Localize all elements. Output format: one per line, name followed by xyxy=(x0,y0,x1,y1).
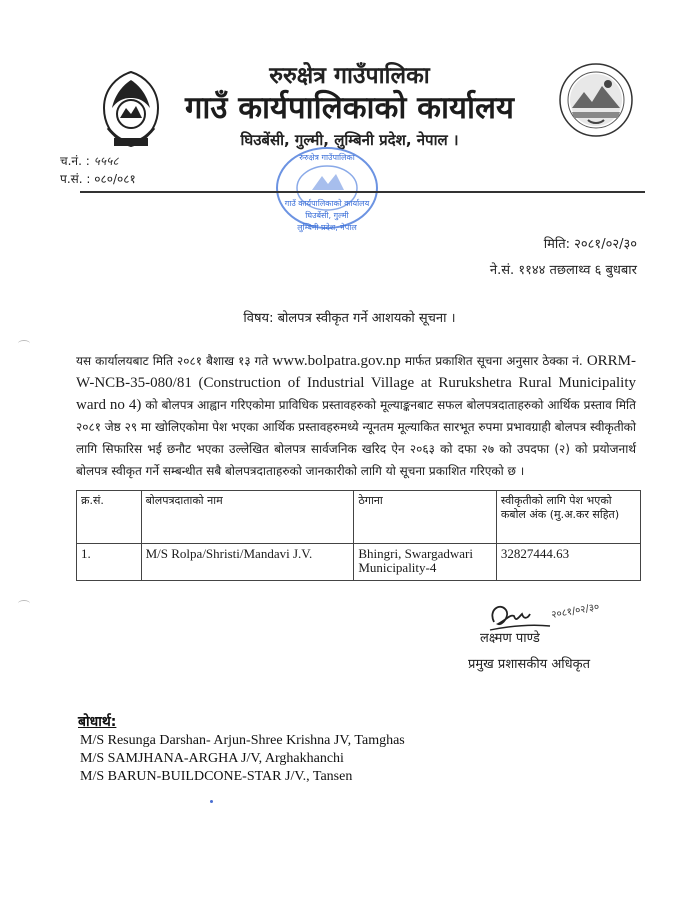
stamp-line-2: गाउँ कार्यपालिकाको कार्यालय xyxy=(284,199,370,208)
date-miti: मिति: २०८१/०२/३० xyxy=(543,237,637,252)
punch-mark xyxy=(18,600,30,607)
cha-no-label: च.नं. : xyxy=(60,154,90,168)
header-serial: क्र.सं. xyxy=(77,491,142,544)
pa-sa-value: ०८०/०८१ xyxy=(94,172,136,186)
signer-name: लक्ष्मण पाण्डे xyxy=(480,631,540,646)
stamp-line-3: घिउबेंसी, गुल्मी xyxy=(305,211,349,220)
table-row xyxy=(77,544,641,581)
bidder-table xyxy=(76,490,641,581)
stamp-line-4: लुम्बिनी प्रदेश, नेपाल xyxy=(297,223,357,232)
municipality-name: रुरुक्षेत्र गाउँपालिका xyxy=(269,63,430,89)
cell-bid-amount: 32827444.63 xyxy=(496,544,640,581)
signature-date: २०८१/०२/३० xyxy=(550,601,601,621)
cell-address: Bhingri, Swargadwari Municipality-4 xyxy=(354,544,496,581)
punch-mark xyxy=(18,340,30,347)
contract-identifier: ORRM-W-NCB-35-080/81 (Construction of Industrial Village at Rurukshetra Rural Municipality ward no 4) xyxy=(76,353,636,413)
header-address: ठेगाना xyxy=(354,491,496,544)
list-item: M/S BARUN-BUILDCONE-STAR J/V., Tansen xyxy=(80,769,353,784)
list-item: M/S SAMJHANA-ARGHA J/V, Arghakhanchi xyxy=(80,751,344,766)
body-part-1: यस कार्यालयबाट मिति २०८१ बैशाख १३ गते xyxy=(76,354,273,368)
letter-subject: विषय: बोलपत्र स्वीकृत गर्ने आशयको सूचना । xyxy=(243,311,456,326)
reference-block xyxy=(60,152,136,188)
list-item: M/S Resunga Darshan- Arjun-Shree Krishna JV, Tamghas xyxy=(80,733,405,748)
stamp-line-1: रुरुक्षेत्र गाउँपालिका xyxy=(299,153,355,162)
date-nepal-sambat: ने.सं. ११४४ तछलाथ्व ६ बुधबार xyxy=(489,263,637,278)
signer-title: प्रमुख प्रशासकीय अधिकृत xyxy=(468,657,591,672)
header-bidder-name: बोलपत्रदाताको नाम xyxy=(141,491,354,544)
cc-heading: बोधार्थ: xyxy=(78,714,117,730)
notice-body xyxy=(76,350,636,482)
header-divider xyxy=(80,191,645,193)
official-stamp xyxy=(272,140,382,240)
cell-bidder-name: M/S Rolpa/Shristi/Mandavi J.V. xyxy=(141,544,354,581)
body-part-3: को बोलपत्र आह्वान गरिएकोमा प्राविधिक प्रस्तावहरुको मूल्याङ्कनबाट सफल बोलपत्रदाताहरुको आर्थिक प्रस्ताव मिति २०८१ जेष्ठ २९ मा खोलिएकोमा पेश भएका आर्थिक प्रस्तावहरुमध्ये न्यूनतम मूल्याकित सारभूत रुपमा प्रभावग्राही बोलपत्र स्वीकृतीको लागि सिफारिस भई छनौट भएका उल्लेखित बोलपत्र सार्वजनिक खरिद ऐन २०६३ को दफा २७ को उपदफा (२) को प्रयोजनार्थ बोलपत्र स्वीकृत गर्ने सम्बन्धीत सबै बोलपत्रदाताहरुको जानकारीको लागि यो सूचना प्रकाशित गरिएको छ । xyxy=(76,398,636,478)
body-part-2: मार्फत प्रकाशित सूचना अनुसार ठेक्का नं. xyxy=(400,354,587,368)
office-name: गाउँ कार्यपालिकाको कार्यालय xyxy=(184,90,515,126)
office-address: घिउबेंसी, गुल्मी, लुम्बिनी प्रदेश, नेपाल । xyxy=(240,131,459,149)
cha-no-value: ५५५८ xyxy=(93,154,119,168)
cell-serial: 1. xyxy=(77,544,142,581)
pa-sa-label: प.सं. : xyxy=(60,172,91,186)
cc-list xyxy=(80,732,405,786)
date-block xyxy=(490,232,637,284)
ink-dot xyxy=(210,800,213,803)
table-header-row xyxy=(77,491,641,544)
pa-sa-line xyxy=(60,170,136,188)
bolpatra-url: www.bolpatra.gov.np xyxy=(272,353,401,369)
header-bid-amount: स्वीकृतीको लागि पेश भएको कबोल अंक (मु.अ.कर सहित) xyxy=(496,491,640,544)
cha-no-line xyxy=(60,152,136,170)
